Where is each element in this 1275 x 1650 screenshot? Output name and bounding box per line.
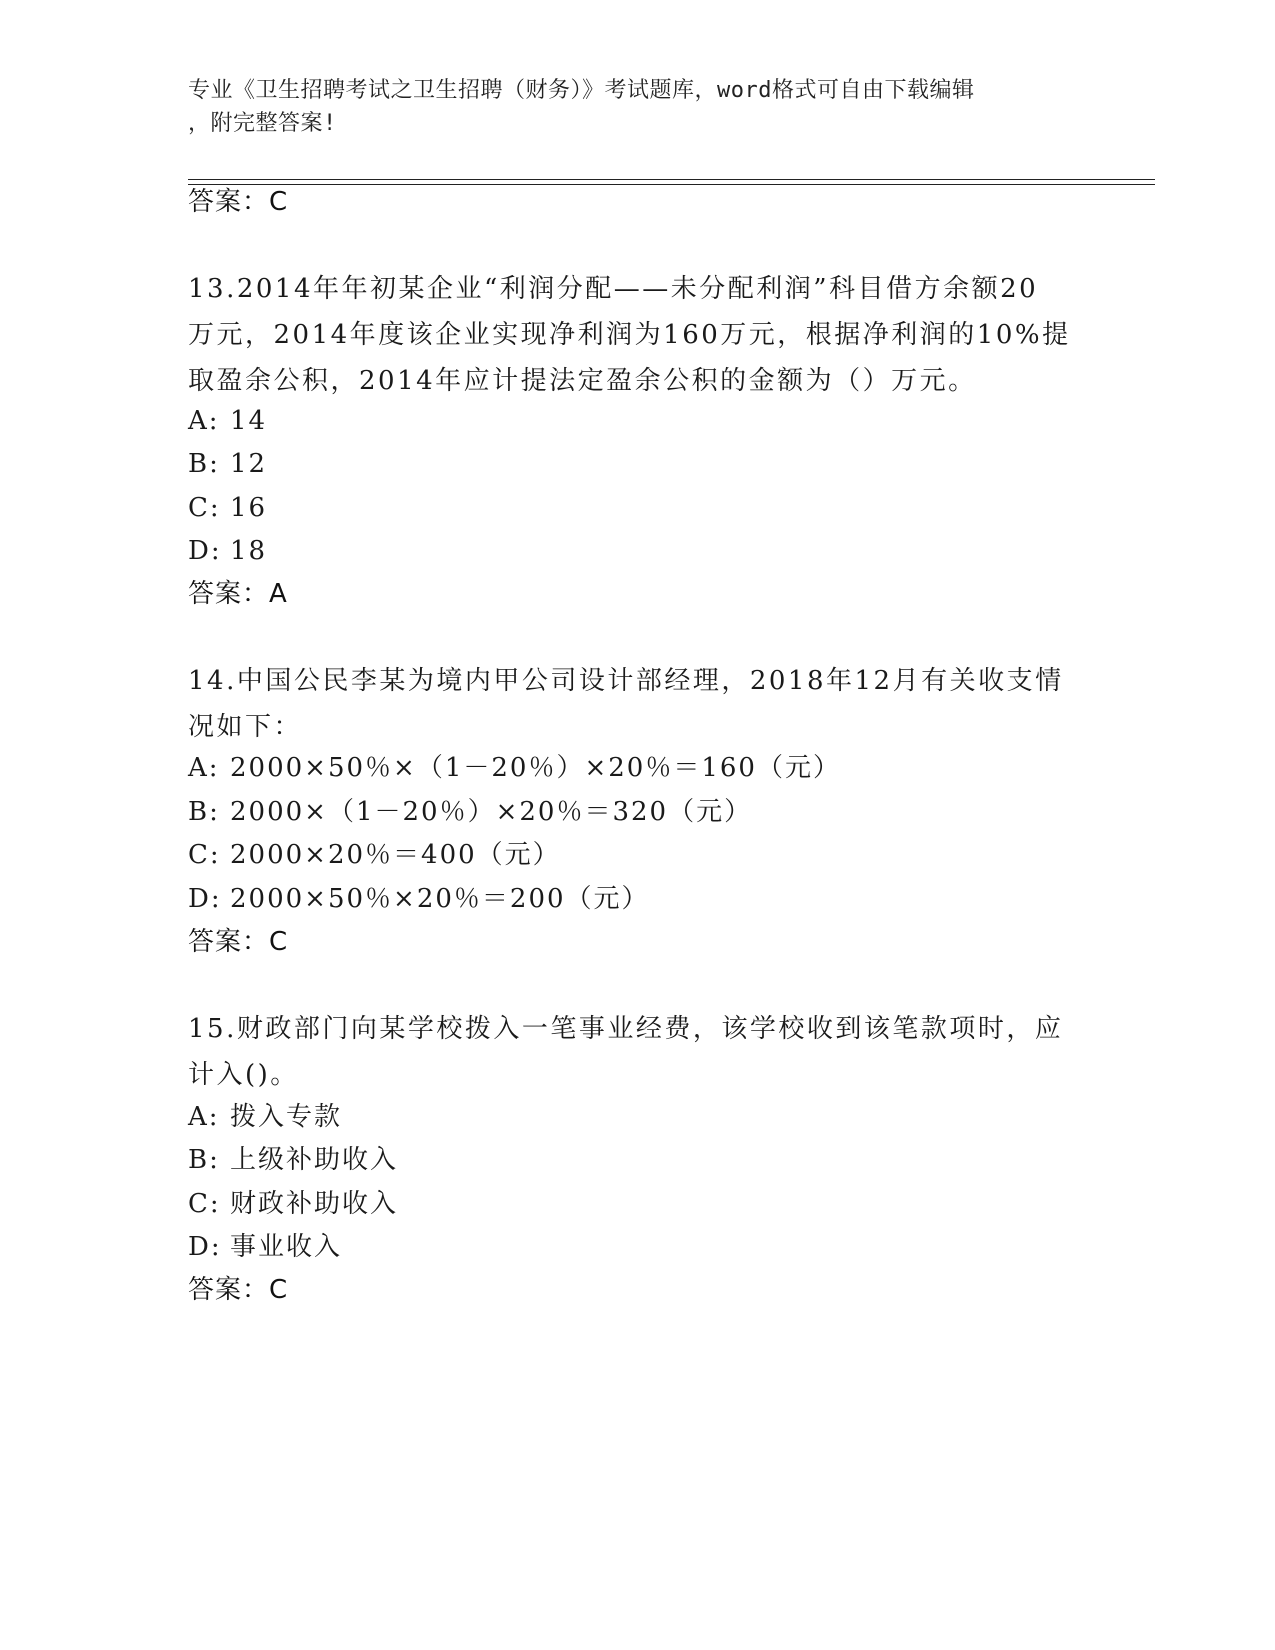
option-key: A: — [188, 1102, 220, 1132]
question-14-option-c — [188, 837, 561, 873]
question-15-answer: 答案：C — [188, 1275, 289, 1305]
option-key: C: — [188, 840, 221, 870]
option-key: D: — [188, 1232, 222, 1262]
question-13-option-b — [188, 446, 267, 482]
option-text: 12 — [230, 449, 268, 479]
question-15-line-1: 15.财政部门向某学校拨入一笔事业经费，该学校收到该笔款项时，应 — [188, 1014, 1064, 1044]
question-13-line-3: 取盈余公积，2014年应计提法定盈余公积的金额为（）万元。 — [188, 366, 977, 396]
page-header — [188, 74, 1068, 140]
header-rule-bottom — [188, 184, 1155, 185]
option-text: 2000×50％×（1－20％）×20％＝160（元） — [230, 753, 841, 783]
question-14-option-a — [188, 750, 841, 786]
option-key: B: — [188, 797, 220, 827]
question-13-line-1: 13.2014年年初某企业“利润分配——未分配利润”科目借方余额20 — [188, 274, 1039, 304]
previous-answer: 答案：C — [188, 187, 289, 217]
question-13-option-d — [188, 533, 267, 569]
option-text: 16 — [230, 493, 268, 523]
question-13 — [188, 266, 1078, 404]
option-key: C: — [188, 493, 221, 523]
option-text: 拨入专款 — [230, 1102, 343, 1132]
question-14-line-2: 况如下： — [188, 712, 303, 742]
option-key: B: — [188, 1145, 220, 1175]
question-13-option-c — [188, 490, 267, 526]
question-15-line-2: 计入()。 — [188, 1060, 299, 1090]
option-key: B: — [188, 449, 220, 479]
header-rule-top — [188, 179, 1155, 180]
question-14-option-d — [188, 881, 650, 917]
option-text: 2000×50％×20％＝200（元） — [230, 884, 650, 914]
option-key: C: — [188, 1189, 221, 1219]
question-15-option-a — [188, 1099, 342, 1135]
option-text: 上级补助收入 — [230, 1145, 399, 1175]
option-key: A: — [188, 406, 220, 436]
question-14 — [188, 658, 1078, 750]
option-key: D: — [188, 536, 222, 566]
option-text: 14 — [230, 406, 268, 436]
question-13-answer: 答案：A — [188, 579, 288, 609]
header-line-2: ，附完整答案! — [188, 111, 337, 136]
question-15 — [188, 1006, 1078, 1098]
option-text: 财政补助收入 — [230, 1189, 399, 1219]
option-text: 2000×（1－20％）×20％＝320（元） — [230, 797, 753, 827]
option-text: 2000×20％＝400（元） — [230, 840, 561, 870]
option-text: 18 — [230, 536, 268, 566]
question-15-option-b — [188, 1142, 398, 1178]
question-14-option-b — [188, 794, 752, 830]
question-13-option-a — [188, 403, 267, 439]
question-14-answer: 答案：C — [188, 927, 289, 957]
option-text: 事业收入 — [230, 1232, 343, 1262]
question-15-option-c — [188, 1186, 398, 1222]
header-line-1: 专业《卫生招聘考试之卫生招聘（财务）》考试题库，word格式可自由下载编辑 — [188, 78, 975, 103]
option-key: D: — [188, 884, 222, 914]
question-13-line-2: 万元，2014年度该企业实现净利润为160万元，根据净利润的10%提 — [188, 320, 1071, 350]
question-15-option-d — [188, 1229, 342, 1265]
option-key: A: — [188, 753, 220, 783]
question-14-line-1: 14.中国公民李某为境内甲公司设计部经理，2018年12月有关收支情 — [188, 666, 1064, 696]
